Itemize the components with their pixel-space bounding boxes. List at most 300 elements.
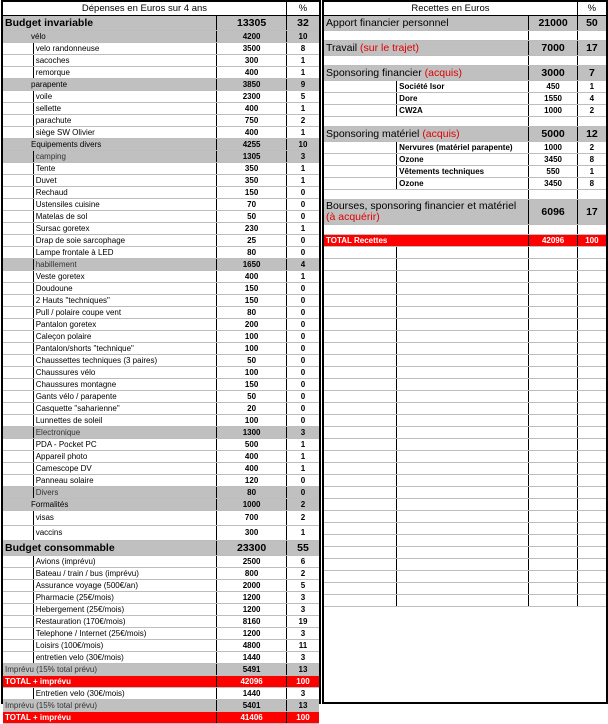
empty-cell xyxy=(324,583,397,595)
expense-label: Chaussures vélo xyxy=(33,367,217,379)
empty-cell xyxy=(397,559,529,571)
empty-cell xyxy=(529,439,577,451)
expense-row xyxy=(3,187,319,199)
expense-row xyxy=(3,67,319,79)
empty-row xyxy=(324,379,606,391)
indent-cell xyxy=(3,307,33,319)
indent-cell xyxy=(3,415,33,427)
expense-percent: 3 xyxy=(286,604,319,616)
expense-value: 4800 xyxy=(217,640,287,652)
expense-label: Assurance voyage (500€/an) xyxy=(33,580,217,592)
income-row xyxy=(324,105,606,117)
expense-percent: 55 xyxy=(286,541,319,556)
indent-cell xyxy=(3,439,33,451)
income-percent: 17 xyxy=(577,41,606,56)
income-label xyxy=(397,105,529,117)
empty-cell xyxy=(529,523,577,535)
empty-cell xyxy=(577,595,606,607)
indent-cell xyxy=(3,115,33,127)
expense-label: Sursac goretex xyxy=(33,223,217,235)
income-row xyxy=(324,225,606,235)
empty-cell xyxy=(529,511,577,523)
expense-label: Chaussettes techniques (3 paires) xyxy=(33,355,217,367)
income-percent xyxy=(577,31,606,41)
expense-row xyxy=(3,487,319,499)
empty-cell xyxy=(577,343,606,355)
empty-cell xyxy=(529,271,577,283)
empty-cell xyxy=(397,499,529,511)
expense-label: Budget consommable xyxy=(3,541,217,556)
expense-value: 750 xyxy=(217,115,287,127)
empty-cell xyxy=(324,283,397,295)
income-label xyxy=(397,81,529,93)
empty-row xyxy=(324,487,606,499)
expense-label: Chaussures montagne xyxy=(33,379,217,391)
expense-percent: 2 xyxy=(286,568,319,580)
empty-cell xyxy=(577,391,606,403)
expense-label: Rechaud xyxy=(33,187,217,199)
income-value: 3450 xyxy=(529,154,577,166)
empty-cell xyxy=(577,535,606,547)
empty-row xyxy=(324,535,606,547)
empty-row xyxy=(324,499,606,511)
expense-label: TOTAL + imprévu xyxy=(3,712,217,724)
empty-cell xyxy=(397,319,529,331)
income-header-row xyxy=(324,2,606,16)
expense-percent: 100 xyxy=(286,712,319,724)
expense-value: 70 xyxy=(217,199,287,211)
expense-label: Lampe frontale à LED xyxy=(33,247,217,259)
income-label-status: (à acquérir) xyxy=(326,211,380,223)
expense-value: 300 xyxy=(217,526,287,541)
empty-cell xyxy=(529,367,577,379)
expenses-title: Dépenses en Euros sur 4 ans xyxy=(3,2,286,16)
indent-cell xyxy=(3,91,33,103)
expense-percent: 0 xyxy=(286,307,319,319)
expense-row xyxy=(3,163,319,175)
expenses-panel xyxy=(1,0,321,722)
expense-value: 5491 xyxy=(217,664,287,676)
expense-value: 800 xyxy=(217,568,287,580)
expense-row xyxy=(3,199,319,211)
expense-label: Electronique xyxy=(33,427,217,439)
income-label xyxy=(324,235,529,247)
income-row xyxy=(324,154,606,166)
expense-percent: 1 xyxy=(286,451,319,463)
expense-percent: 3 xyxy=(286,628,319,640)
indent-cell xyxy=(3,259,33,271)
income-row xyxy=(324,16,606,31)
empty-cell xyxy=(324,367,397,379)
expense-row xyxy=(3,403,319,415)
income-value: 7000 xyxy=(529,41,577,56)
expense-value: 4200 xyxy=(217,31,287,43)
indent-cell xyxy=(3,556,33,568)
empty-cell xyxy=(397,307,529,319)
expense-value: 50 xyxy=(217,391,287,403)
expense-value: 23300 xyxy=(217,541,287,556)
expense-label: vélo xyxy=(3,31,217,43)
expense-row xyxy=(3,115,319,127)
empty-row xyxy=(324,367,606,379)
empty-row xyxy=(324,547,606,559)
indent-cell xyxy=(3,331,33,343)
expense-row xyxy=(3,568,319,580)
indent-cell xyxy=(3,652,33,664)
expense-value: 1000 xyxy=(217,499,287,511)
expense-percent: 0 xyxy=(286,391,319,403)
expense-label: Loisirs (100€/mois) xyxy=(33,640,217,652)
expense-value: 80 xyxy=(217,307,287,319)
expense-label: Avions (imprévu) xyxy=(33,556,217,568)
empty-row xyxy=(324,451,606,463)
income-percent xyxy=(577,56,606,66)
empty-row xyxy=(324,439,606,451)
expense-percent: 6 xyxy=(286,556,319,568)
expense-row xyxy=(3,541,319,556)
expense-percent: 3 xyxy=(286,688,319,700)
indent-cell xyxy=(3,688,33,700)
income-percent: 2 xyxy=(577,105,606,117)
expense-percent: 0 xyxy=(286,367,319,379)
empty-cell xyxy=(577,271,606,283)
expense-label: camping xyxy=(33,151,217,163)
expense-label: parachute xyxy=(33,115,217,127)
empty-cell xyxy=(577,559,606,571)
expense-percent: 1 xyxy=(286,127,319,139)
expense-label: Ustensiles cuisine xyxy=(33,199,217,211)
expense-value: 400 xyxy=(217,271,287,283)
income-value: 6096 xyxy=(529,200,577,225)
indent-cell xyxy=(3,175,33,187)
income-label xyxy=(324,117,529,127)
empty-cell xyxy=(577,259,606,271)
expense-row xyxy=(3,475,319,487)
income-table xyxy=(324,2,606,607)
indent-cell xyxy=(3,403,33,415)
expense-value: 700 xyxy=(217,511,287,526)
empty-cell xyxy=(529,379,577,391)
expense-row xyxy=(3,247,319,259)
income-row xyxy=(324,66,606,81)
expense-row xyxy=(3,283,319,295)
indent-cell xyxy=(3,103,33,115)
indent-cell xyxy=(3,67,33,79)
expense-value: 41406 xyxy=(217,712,287,724)
expense-percent: 1 xyxy=(286,439,319,451)
empty-row xyxy=(324,295,606,307)
empty-cell xyxy=(324,403,397,415)
expense-percent: 9 xyxy=(286,79,319,91)
expense-percent: 0 xyxy=(286,355,319,367)
empty-cell xyxy=(577,463,606,475)
empty-cell xyxy=(324,559,397,571)
empty-cell xyxy=(324,487,397,499)
expense-label: TOTAL + imprévu xyxy=(3,676,217,688)
empty-cell xyxy=(529,319,577,331)
income-panel xyxy=(322,0,608,704)
expense-row xyxy=(3,55,319,67)
income-row xyxy=(324,81,606,93)
expenses-table xyxy=(3,2,319,724)
expense-label: PDA - Pocket PC xyxy=(33,439,217,451)
indent-cell xyxy=(3,568,33,580)
income-label xyxy=(324,41,529,56)
expense-row xyxy=(3,700,319,712)
expense-label: Veste goretex xyxy=(33,271,217,283)
indent-cell xyxy=(324,178,397,190)
income-row xyxy=(324,190,606,200)
empty-cell xyxy=(324,439,397,451)
expense-row xyxy=(3,31,319,43)
empty-cell xyxy=(324,247,397,259)
expense-label: Casquette "saharienne" xyxy=(33,403,217,415)
empty-cell xyxy=(529,475,577,487)
empty-cell xyxy=(577,367,606,379)
expense-label: Imprévu (15% total prévu) xyxy=(3,664,217,676)
empty-cell xyxy=(397,271,529,283)
income-value: 1000 xyxy=(529,105,577,117)
expense-value: 80 xyxy=(217,247,287,259)
indent-cell xyxy=(3,43,33,55)
income-value: 3000 xyxy=(529,66,577,81)
expense-value: 100 xyxy=(217,367,287,379)
empty-cell xyxy=(529,331,577,343)
expense-percent: 11 xyxy=(286,640,319,652)
indent-cell xyxy=(3,211,33,223)
empty-cell xyxy=(529,595,577,607)
empty-cell xyxy=(529,535,577,547)
expense-percent: 1 xyxy=(286,163,319,175)
empty-row xyxy=(324,403,606,415)
expense-row xyxy=(3,511,319,526)
empty-cell xyxy=(577,379,606,391)
expense-percent: 2 xyxy=(286,511,319,526)
indent-cell xyxy=(3,355,33,367)
expense-value: 300 xyxy=(217,55,287,67)
expense-row xyxy=(3,664,319,676)
expense-value: 2300 xyxy=(217,91,287,103)
income-percent: 7 xyxy=(577,66,606,81)
empty-row xyxy=(324,319,606,331)
expense-label: Lunnettes de soleil xyxy=(33,415,217,427)
indent-cell xyxy=(3,379,33,391)
income-value: 42096 xyxy=(529,235,577,247)
income-row xyxy=(324,200,606,225)
income-label-text: Dore xyxy=(399,94,418,103)
empty-row xyxy=(324,583,606,595)
expense-row xyxy=(3,79,319,91)
expense-value: 1200 xyxy=(217,592,287,604)
expense-percent: 0 xyxy=(286,295,319,307)
indent-cell xyxy=(3,235,33,247)
indent-cell xyxy=(3,223,33,235)
expense-row xyxy=(3,235,319,247)
expense-value: 120 xyxy=(217,475,287,487)
empty-cell xyxy=(397,571,529,583)
expenses-header-row xyxy=(3,2,319,16)
empty-cell xyxy=(397,463,529,475)
indent-cell xyxy=(3,475,33,487)
empty-cell xyxy=(577,319,606,331)
empty-cell xyxy=(577,547,606,559)
income-value: 550 xyxy=(529,166,577,178)
expense-percent: 1 xyxy=(286,175,319,187)
expense-label: voile xyxy=(33,91,217,103)
empty-cell xyxy=(577,523,606,535)
empty-cell xyxy=(529,343,577,355)
expense-value: 350 xyxy=(217,163,287,175)
indent-cell xyxy=(3,640,33,652)
expense-row xyxy=(3,139,319,151)
empty-row xyxy=(324,475,606,487)
expense-row xyxy=(3,592,319,604)
indent-cell xyxy=(3,127,33,139)
expense-label: Telephone / Internet (25€/mois) xyxy=(33,628,217,640)
expense-value: 400 xyxy=(217,451,287,463)
income-label xyxy=(397,154,529,166)
expense-percent: 5 xyxy=(286,580,319,592)
empty-cell xyxy=(324,595,397,607)
empty-cell xyxy=(577,475,606,487)
income-label-text: Ozone xyxy=(399,179,424,188)
expense-value: 200 xyxy=(217,319,287,331)
income-value xyxy=(529,117,577,127)
expense-label: sellette xyxy=(33,103,217,115)
empty-row xyxy=(324,307,606,319)
income-label xyxy=(324,16,529,31)
expense-percent: 100 xyxy=(286,676,319,688)
income-row xyxy=(324,56,606,66)
empty-cell xyxy=(397,379,529,391)
empty-cell xyxy=(577,583,606,595)
expense-value: 500 xyxy=(217,439,287,451)
expense-label: Formalités xyxy=(3,499,217,511)
expense-value: 4255 xyxy=(217,139,287,151)
income-label-status: (acquis) xyxy=(424,67,463,79)
expense-percent: 1 xyxy=(286,271,319,283)
expense-value: 150 xyxy=(217,379,287,391)
empty-cell xyxy=(397,595,529,607)
expense-label: Panneau solaire xyxy=(33,475,217,487)
income-percent: 50 xyxy=(577,16,606,31)
empty-cell xyxy=(577,499,606,511)
expense-value: 1300 xyxy=(217,427,287,439)
empty-cell xyxy=(577,511,606,523)
expense-value: 3850 xyxy=(217,79,287,91)
expense-label: Gants vélo / parapente xyxy=(33,391,217,403)
expense-percent: 0 xyxy=(286,187,319,199)
income-label-text: CW2A xyxy=(399,106,423,115)
empty-cell xyxy=(397,391,529,403)
empty-row xyxy=(324,595,606,607)
empty-cell xyxy=(529,259,577,271)
expense-row xyxy=(3,640,319,652)
empty-cell xyxy=(397,523,529,535)
expense-label: siège SW Olivier xyxy=(33,127,217,139)
empty-cell xyxy=(577,355,606,367)
expenses-pct-header: % xyxy=(286,2,319,16)
empty-cell xyxy=(529,583,577,595)
empty-cell xyxy=(529,307,577,319)
empty-cell xyxy=(577,427,606,439)
empty-row xyxy=(324,355,606,367)
expense-value: 20 xyxy=(217,403,287,415)
empty-row xyxy=(324,283,606,295)
income-label-text: Sponsoring matériel xyxy=(326,128,423,140)
empty-cell xyxy=(324,535,397,547)
expense-row xyxy=(3,580,319,592)
empty-cell xyxy=(397,247,529,259)
empty-cell xyxy=(577,283,606,295)
income-label-text: Société Isor xyxy=(399,82,445,91)
empty-cell xyxy=(397,487,529,499)
expense-row xyxy=(3,712,319,724)
empty-cell xyxy=(324,379,397,391)
indent-cell xyxy=(3,604,33,616)
expense-value: 50 xyxy=(217,211,287,223)
empty-cell xyxy=(397,475,529,487)
income-row xyxy=(324,31,606,41)
indent-cell xyxy=(3,187,33,199)
empty-row xyxy=(324,427,606,439)
income-label-text: Bourses, sponsoring financier et matériel xyxy=(326,200,517,212)
expense-row xyxy=(3,43,319,55)
expense-percent: 2 xyxy=(286,115,319,127)
income-label-text: Ozone xyxy=(399,155,424,164)
expense-label: Pantalon goretex xyxy=(33,319,217,331)
income-label xyxy=(397,178,529,190)
empty-cell xyxy=(529,403,577,415)
expense-row xyxy=(3,367,319,379)
empty-cell xyxy=(577,439,606,451)
expense-label: Bateau / train / bus (imprévu) xyxy=(33,568,217,580)
expense-label: Imprévu (15% total prévu) xyxy=(3,700,217,712)
indent-cell xyxy=(3,283,33,295)
indent-cell xyxy=(324,154,397,166)
expense-label: remorque xyxy=(33,67,217,79)
income-label xyxy=(324,127,529,142)
empty-cell xyxy=(577,451,606,463)
empty-row xyxy=(324,247,606,259)
income-value: 1000 xyxy=(529,142,577,154)
expense-percent: 0 xyxy=(286,331,319,343)
expense-value: 13305 xyxy=(217,16,287,31)
expense-value: 5401 xyxy=(217,700,287,712)
expense-value: 50 xyxy=(217,355,287,367)
expense-value: 25 xyxy=(217,235,287,247)
income-value xyxy=(529,56,577,66)
expense-row xyxy=(3,526,319,541)
expense-row xyxy=(3,451,319,463)
income-label-text: Vêtements techniques xyxy=(399,167,485,176)
income-percent: 8 xyxy=(577,154,606,166)
empty-cell xyxy=(529,295,577,307)
expense-label: Duvet xyxy=(33,175,217,187)
expense-percent: 3 xyxy=(286,427,319,439)
expense-label: Entretien velo (30€/mois) xyxy=(33,688,217,700)
indent-cell xyxy=(3,511,33,526)
expense-percent: 10 xyxy=(286,139,319,151)
empty-cell xyxy=(397,283,529,295)
empty-cell xyxy=(397,439,529,451)
expense-percent: 13 xyxy=(286,700,319,712)
empty-cell xyxy=(324,355,397,367)
expense-percent: 19 xyxy=(286,616,319,628)
empty-cell xyxy=(529,427,577,439)
expense-value: 400 xyxy=(217,103,287,115)
expense-label: Pharmacie (25€/mois) xyxy=(33,592,217,604)
